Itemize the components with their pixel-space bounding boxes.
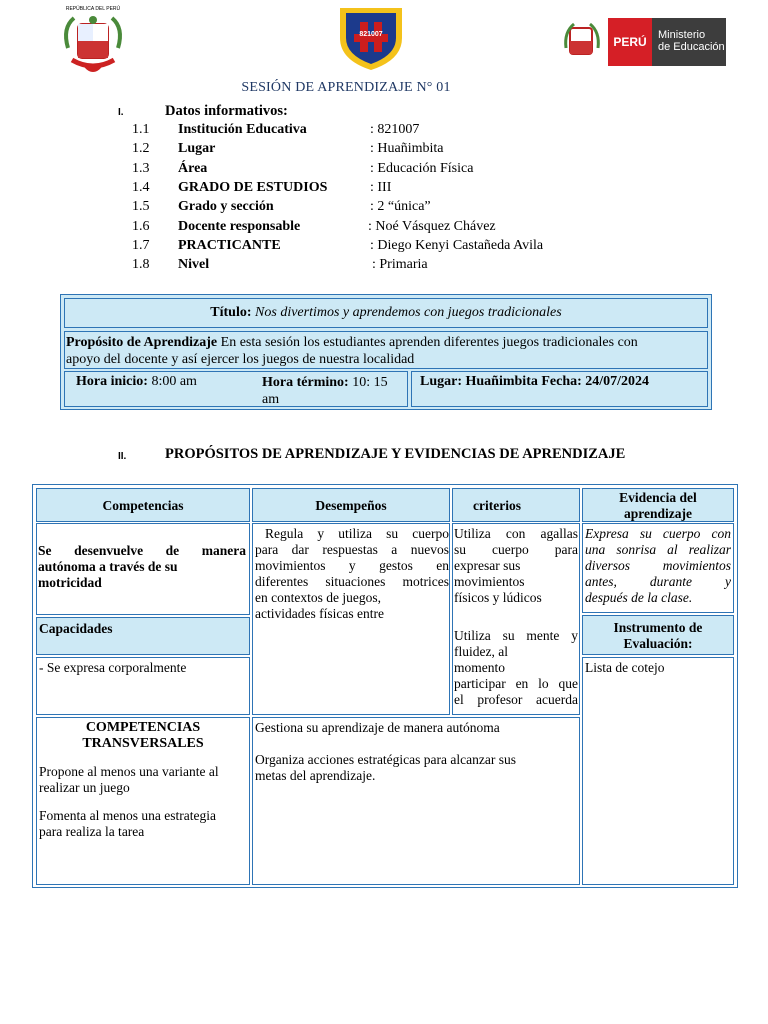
info-row-nivel: 1.8 Nivel : Primaria <box>132 257 428 272</box>
ministry-name-line2: de Educación <box>658 41 725 53</box>
ministry-name-line1: Ministerio <box>658 29 706 41</box>
header-desempenos: Desempeños <box>252 488 450 522</box>
section1-heading: Datos informativos: <box>165 103 288 119</box>
peru-coat-of-arms-logo <box>58 8 128 76</box>
title-cell: Título: Nos divertimos y aprendemos con juegos tradicionales <box>64 298 708 328</box>
time-cell: Hora inicio: 8:00 am Hora término: 10: 15 am <box>64 371 408 407</box>
gestiona-cell: Gestiona su aprendizaje de manera autónoma Organiza acciones estratégicas para alcanzar sus metas del aprendizaje. <box>252 717 580 885</box>
section2-heading: PROPÓSITOS DE APRENDIZAJE Y EVIDENCIAS DE APRENDIZAJE <box>165 446 626 462</box>
instrumento-header: Instrumento de Evaluación: <box>582 615 734 655</box>
ministry-logo <box>562 18 726 66</box>
header-competencias: Competencias <box>36 488 250 522</box>
header-criterios: criterios <box>452 488 580 522</box>
session-title: SESIÓN DE APRENDIZAJE N° 01 <box>241 80 451 95</box>
ministry-crest-icon <box>562 18 602 66</box>
ministry-country-label: PERÚ <box>608 18 652 66</box>
competency-table <box>32 484 738 888</box>
session-title-box <box>60 294 712 410</box>
criterios-cell: Utiliza con agallas su cuerpo para expresar sus movimientos físicos y lúdicos Utiliza su mente y fluidez, al momento participar en lo que el profesor acuerda <box>452 523 580 715</box>
info-row-practicante: 1.7 PRACTICANTE : Diego Kenyi Castañeda Avila <box>132 238 544 253</box>
purpose-cell: Propósito de Aprendizaje En esta sesión los estudiantes aprenden diferentes juegos tradicionales con apoyo del docente y así ejercer los juegos de nuestra localidad <box>64 331 708 369</box>
info-row-grado-estudios: 1.4 GRADO DE ESTUDIOS : III <box>132 180 392 195</box>
info-row-institucion: 1.1 Institución Educativa : 821007 <box>132 122 420 137</box>
seal-caption: REPÚBLICA DEL PERÚ <box>65 6 121 12</box>
section2-numeral: II. <box>118 451 127 462</box>
evidencia-cell: Expresa su cuerpo con una sonrisa al realizar diversos movimientos antes, durante y después de la clase. <box>582 523 734 613</box>
info-row-docente: 1.6 Docente responsable : Noé Vásquez Chávez <box>132 219 496 234</box>
transversales-cell: COMPETENCIAS TRANSVERSALES Propone al menos una variante al realizar un juego Fomenta al menos una estrategia para realiza la tarea <box>36 717 250 885</box>
header-evidencia: Evidencia del aprendizaje <box>582 488 734 522</box>
info-row-grado-seccion: 1.5 Grado y sección : 2 “única” <box>132 199 431 214</box>
place-date-cell: Lugar: Huañimbita Fecha: 24/07/2024 <box>411 371 708 407</box>
competencia-cell: Se desenvuelve de manera autónoma a través de su motricidad <box>36 523 250 615</box>
section1-numeral: I. <box>118 107 124 118</box>
session-topic: Nos divertimos y aprendemos con juegos tradicionales <box>255 305 562 320</box>
info-row-area: 1.3 Área : Educación Física <box>132 161 474 176</box>
instrumento-cell: Lista de cotejo <box>582 657 734 885</box>
desempenos-cell: Regula y utiliza su cuerpo para dar respuestas a nuevos movimientos y gestos en diferentes situaciones motrices en contextos de juegos, actividades físicas entre <box>252 523 450 715</box>
capacidad-cell: - Se expresa corporalmente <box>36 657 250 715</box>
school-badge-code: 821007 <box>359 31 383 38</box>
info-row-lugar: 1.2 Lugar : Huañimbita <box>132 141 444 156</box>
school-badge-logo <box>336 4 406 72</box>
capacidades-header: Capacidades <box>36 617 250 655</box>
